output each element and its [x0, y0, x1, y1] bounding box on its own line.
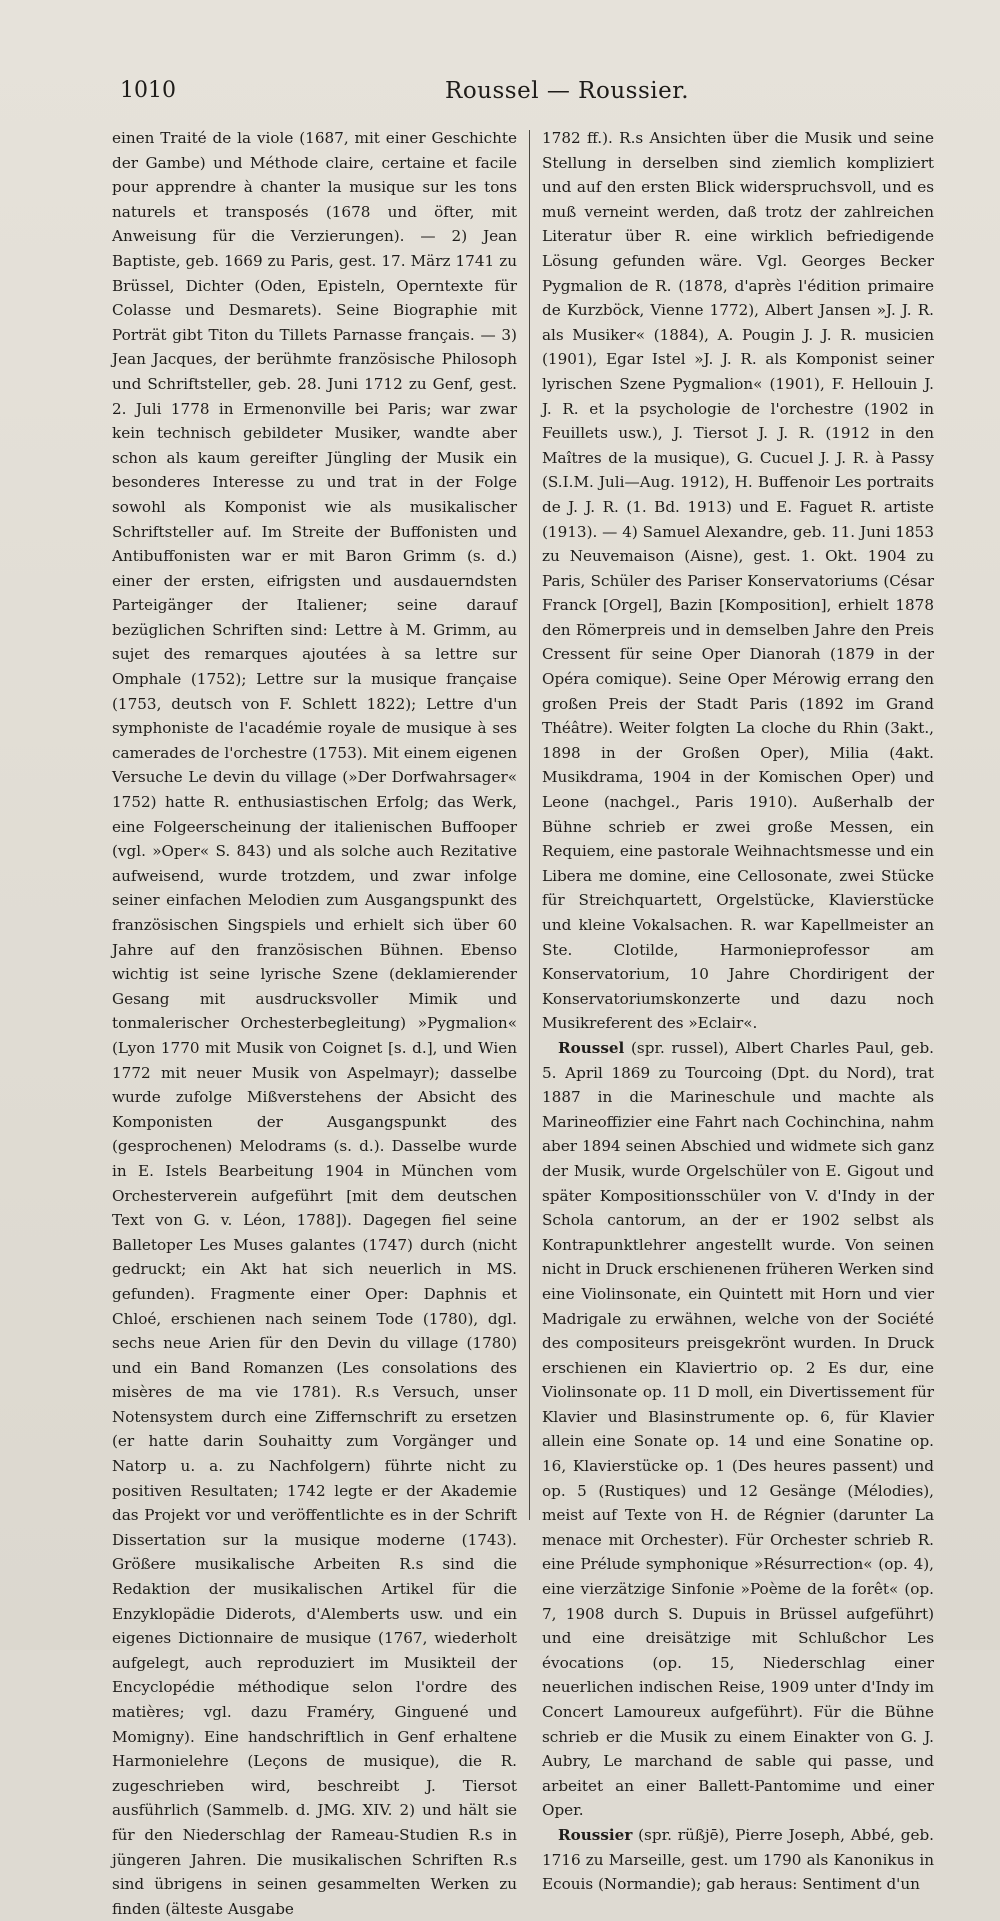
left-column-paragraph: einen Traité de la viole (1687, mit einer Geschichte der Gambe) und Méthode claire, certaine et facile pour apprendre à chanter la musique sur les tons naturels et transposés (1678 und öfter, mit Anweisung für die Verzierungen). — 2) Jean Baptiste, geb. 1669 zu Paris, gest. 17. März 1741 zu Brüssel, Dichter (Oden, Episteln, Operntexte für Colasse und Desmarets). Seine Biographie mit Porträt gibt Titon du Tillets Parnasse français. — 3) Jean Jacques, der berühmte französische Philosoph und Schriftsteller, geb. 28. Juni 1712 zu Genf, gest. 2. Juli 1778 in Ermenonville bei Paris; war zwar kein technisch gebildeter Musiker, wandte aber schon als kaum gereifter Jüngling der Musik ein besonderes Interesse zu und trat in der Folge sowohl als Komponist wie als musikalischer Schriftsteller auf. Im Streite der Buffonisten und Antibuffonisten war er mit Baron Grimm (s. d.) einer der ersten, eifrigsten und ausdauerndsten Parteigänger der Italiener; seine darauf bezüglichen Schriften sind: Lettre à M. Grimm, au sujet des remarques ajoutées à sa lettre sur Omphale (1752); Lettre sur la musique française (1753, deutsch von F. Schlett 1822); Lettre d'un symphoniste de l'académie royale de musique à ses camerades de l'orchestre (1753). Mit einem eigenen Versuche Le devin du village (»Der Dorfwahrsager« 1752) hatte R. enthusiastischen Erfolg; das Werk, eine Folgeerscheinung der italienischen Buffooper (vgl. »Oper« S. 843) und als solche auch Rezitative aufweisend, wurde trotzdem, und zwar infolge seiner einfachen Melodien zum Ausgangspunkt des französischen Singspiels und erhielt sich über 60 Jahre auf den französischen Bühnen. Ebenso wichtig ist seine lyrische Szene (deklamierender Gesang mit ausdrucksvoller Mimik und tonmalerischer Orchesterbegleitung) »Pygmalion« (Lyon 1770 mit Musik von Coignet [s. d.], und Wien 1772 mit neuer Musik von Aspelmayr); dasselbe wurde zufolge Mißverstehens der Absicht des Komponisten der Ausgangspunkt des (gesprochenen) Melodrams (s. d.). Dasselbe wurde in E. Istels Bearbeitung 1904 in München vom Orchesterverein aufgeführt [mit dem deutschen Text von G. v. Léon, 1788]). Dagegen fiel seine Balletoper Les Muses galantes (1747) durch (nicht gedruckt; ein Akt hat sich neuerlich in MS. gefunden). Fragmente einer Oper: Daphnis et Chloé, erschienen nach seinem Tode (1780), dgl. sechs neue Arien für den Devin du village (1780) und ein Band Romanzen (Les consolations des misères de ma vie 1781). R.s Versuch, unser Notensystem durch eine Ziffernschrift zu ersetzen (er hatte darin Souhaitty zum Vorgänger und Natorp u. a. zu Nachfolgern) führte nicht zu positiven Resultaten; 1742 legte er der Akademie das Projekt vor und veröffentlichte es in der Schrift Dissertation sur la musique moderne (1743). Größere musikalische Arbeiten R.s sind die Redaktion der musikalischen Artikel für die Enzyklopädie Diderots, d'Alemberts usw. und ein eigenes Dictionnaire de musique (1767, wiederholt aufgelegt, auch reproduziert im Musikteil der Encyclopédie méthodique selon l'ordre des matières; vgl. dazu Framéry, Ginguené und Momigny). Eine handschriftlich in Genf erhaltene Harmonielehre (Leçons de musique), die R. zugeschrieben wird, beschreibt J. Tiersot ausführlich (Sammelb. d. JMG. XIV. 2) und hält sie für den Niederschlag der Rameau-Studien R.s in jüngeren Jahren. Die musikalischen Schriften R.s sind übrigens in seinen gesammelten Werken zu finden (älteste Ausgabe: [112, 129, 517, 1918]
headword-roussier: Roussier: [558, 1825, 633, 1844]
entry-roussier: [542, 1823, 934, 1897]
column-divider: [529, 130, 530, 1520]
right-column-paragraph: 1782 ff.). R.s Ansichten über die Musik und seine Stellung in derselben sind ziemlich kompliziert und auf den ersten Blick widerspruchsvoll, und es muß verneint werden, daß trotz der zahlreichen Literatur über R. eine wirklich befriedigende Lösung gefunden wäre. Vgl. Georges Becker Pygmalion de R. (1878, d'après l'édition primaire de Kurzböck, Vienne 1772), Albert Jansen »J. J. R. als Musiker« (1884), A. Pougin J. J. R. musicien (1901), Egar Istel »J. J. R. als Komponist seiner lyrischen Szene Pygmalion« (1901), F. Hellouin J. J. R. et la psychologie de l'orchestre (1902 in Feuillets usw.), J. Tiersot J. J. R. (1912 in den Maîtres de la musique), G. Cucuel J. J. R. à Passy (S.I.M. Juli—Aug. 1912), H. Buffenoir Les portraits de J. J. R. (1. Bd. 1913) und E. Faguet R. artiste (1913). — 4) Samuel Alexandre, geb. 11. Juni 1853 zu Neuvemaison (Aisne), gest. 1. Okt. 1904 zu Paris, Schüler des Pariser Konservatoriums (César Franck [Orgel], Bazin [Komposition], erhielt 1878 den Römerpreis und in demselben Jahre den Preis Cressent für seine Oper Dianorah (1879 in der Opéra comique). Seine Oper Mérowig errang den großen Preis der Stadt Paris (1892 im Grand Théâtre). Weiter folgten La cloche du Rhin (3akt., 1898 in der Großen Oper), Milia (4akt. Musikdrama, 1904 in der Komischen Oper) und Leone (nachgel., Paris 1910). Außerhalb der Bühne schrieb er zwei große Messen, ein Requiem, eine pastorale Weihnachtsmesse und ein Libera me domine, eine Cellosonate, zwei Stücke für Streichquartett, Orgelstücke, Klavierstücke und kleine Vokalsachen. R. war Kapellmeister an Ste. Clotilde, Harmonieprofessor am Konservatorium, 10 Jahre Chordirigent der Konservatoriumskonzerte und dazu noch Musikreferent des »Eclair«.: [542, 129, 934, 1033]
running-head: Roussel — Roussier.: [445, 78, 690, 104]
entry-roussel-text: (spr. russel), Albert Charles Paul, geb. 5. April 1869 zu Tourcoing (Dpt. du Nord), trat 1887 in die Marineschule und machte als Marineoffizier eine Fahrt nach Cochinchina, nahm aber 1894 seinen Abschied und widmete sich ganz der Musik, wurde Orgelschüler von E. Gigout und später Kompositionsschüler von V. d'Indy in der Schola cantorum, an der er 1902 selbst als Kontrapunktlehrer angestellt wurde. Von seinen nicht in Druck erschienenen früheren Werken sind eine Violinsonate, ein Quintett mit Horn und vier Madrigale zu erwähnen, welche von der Société des compositeurs preisgekrönt wurden. In Druck erschienen ein Klaviertrio op. 2 Es dur, eine Violinsonate op. 11 D moll, ein Divertissement für Klavier und Blasinstrumente op. 6, für Klavier allein eine Sonate op. 14 und eine Sonatine op. 16, Klavierstücke op. 1 (Des heures passent) und op. 5 (Rustiques) und 12 Gesänge (Mélodies), meist auf Texte von H. de Régnier (darunter La menace mit Orchester). Für Orchester schrieb R. eine Prélude symphonique »Résurrection« (op. 4), eine vierzätzige Sinfonie »Poème de la forêt« (op. 7, 1908 durch S. Dupuis in Brüssel aufgeführt) und eine dreisätzige mit Schlußchor Les évocations (op. 15, Niederschlag einer neuerlichen indischen Reise, 1909 unter d'Indy im Concert Lamoureux aufgeführt). Für die Bühne schrieb er die Musik zu einem Einakter von G. J. Aubry, Le marchand de sable qui passe, und arbeitet an einer Ballett-Pantomime und einer Oper.: [542, 1038, 934, 1820]
page-number: 1010: [120, 78, 176, 103]
entry-roussier-text: (spr. rüßjē), Pierre Joseph, Abbé, geb. 1716 zu Marseille, gest. um 1790 als Kanonikus in Ecouis (Normandie); gab heraus: Sentiment d'un: [542, 1825, 934, 1894]
text-columns: [112, 126, 934, 1918]
headword-roussel: Roussel: [558, 1038, 625, 1057]
right-column: [542, 126, 934, 1894]
entry-roussel: [542, 1036, 934, 1823]
page-header: [120, 78, 928, 112]
left-column: [112, 126, 517, 1918]
